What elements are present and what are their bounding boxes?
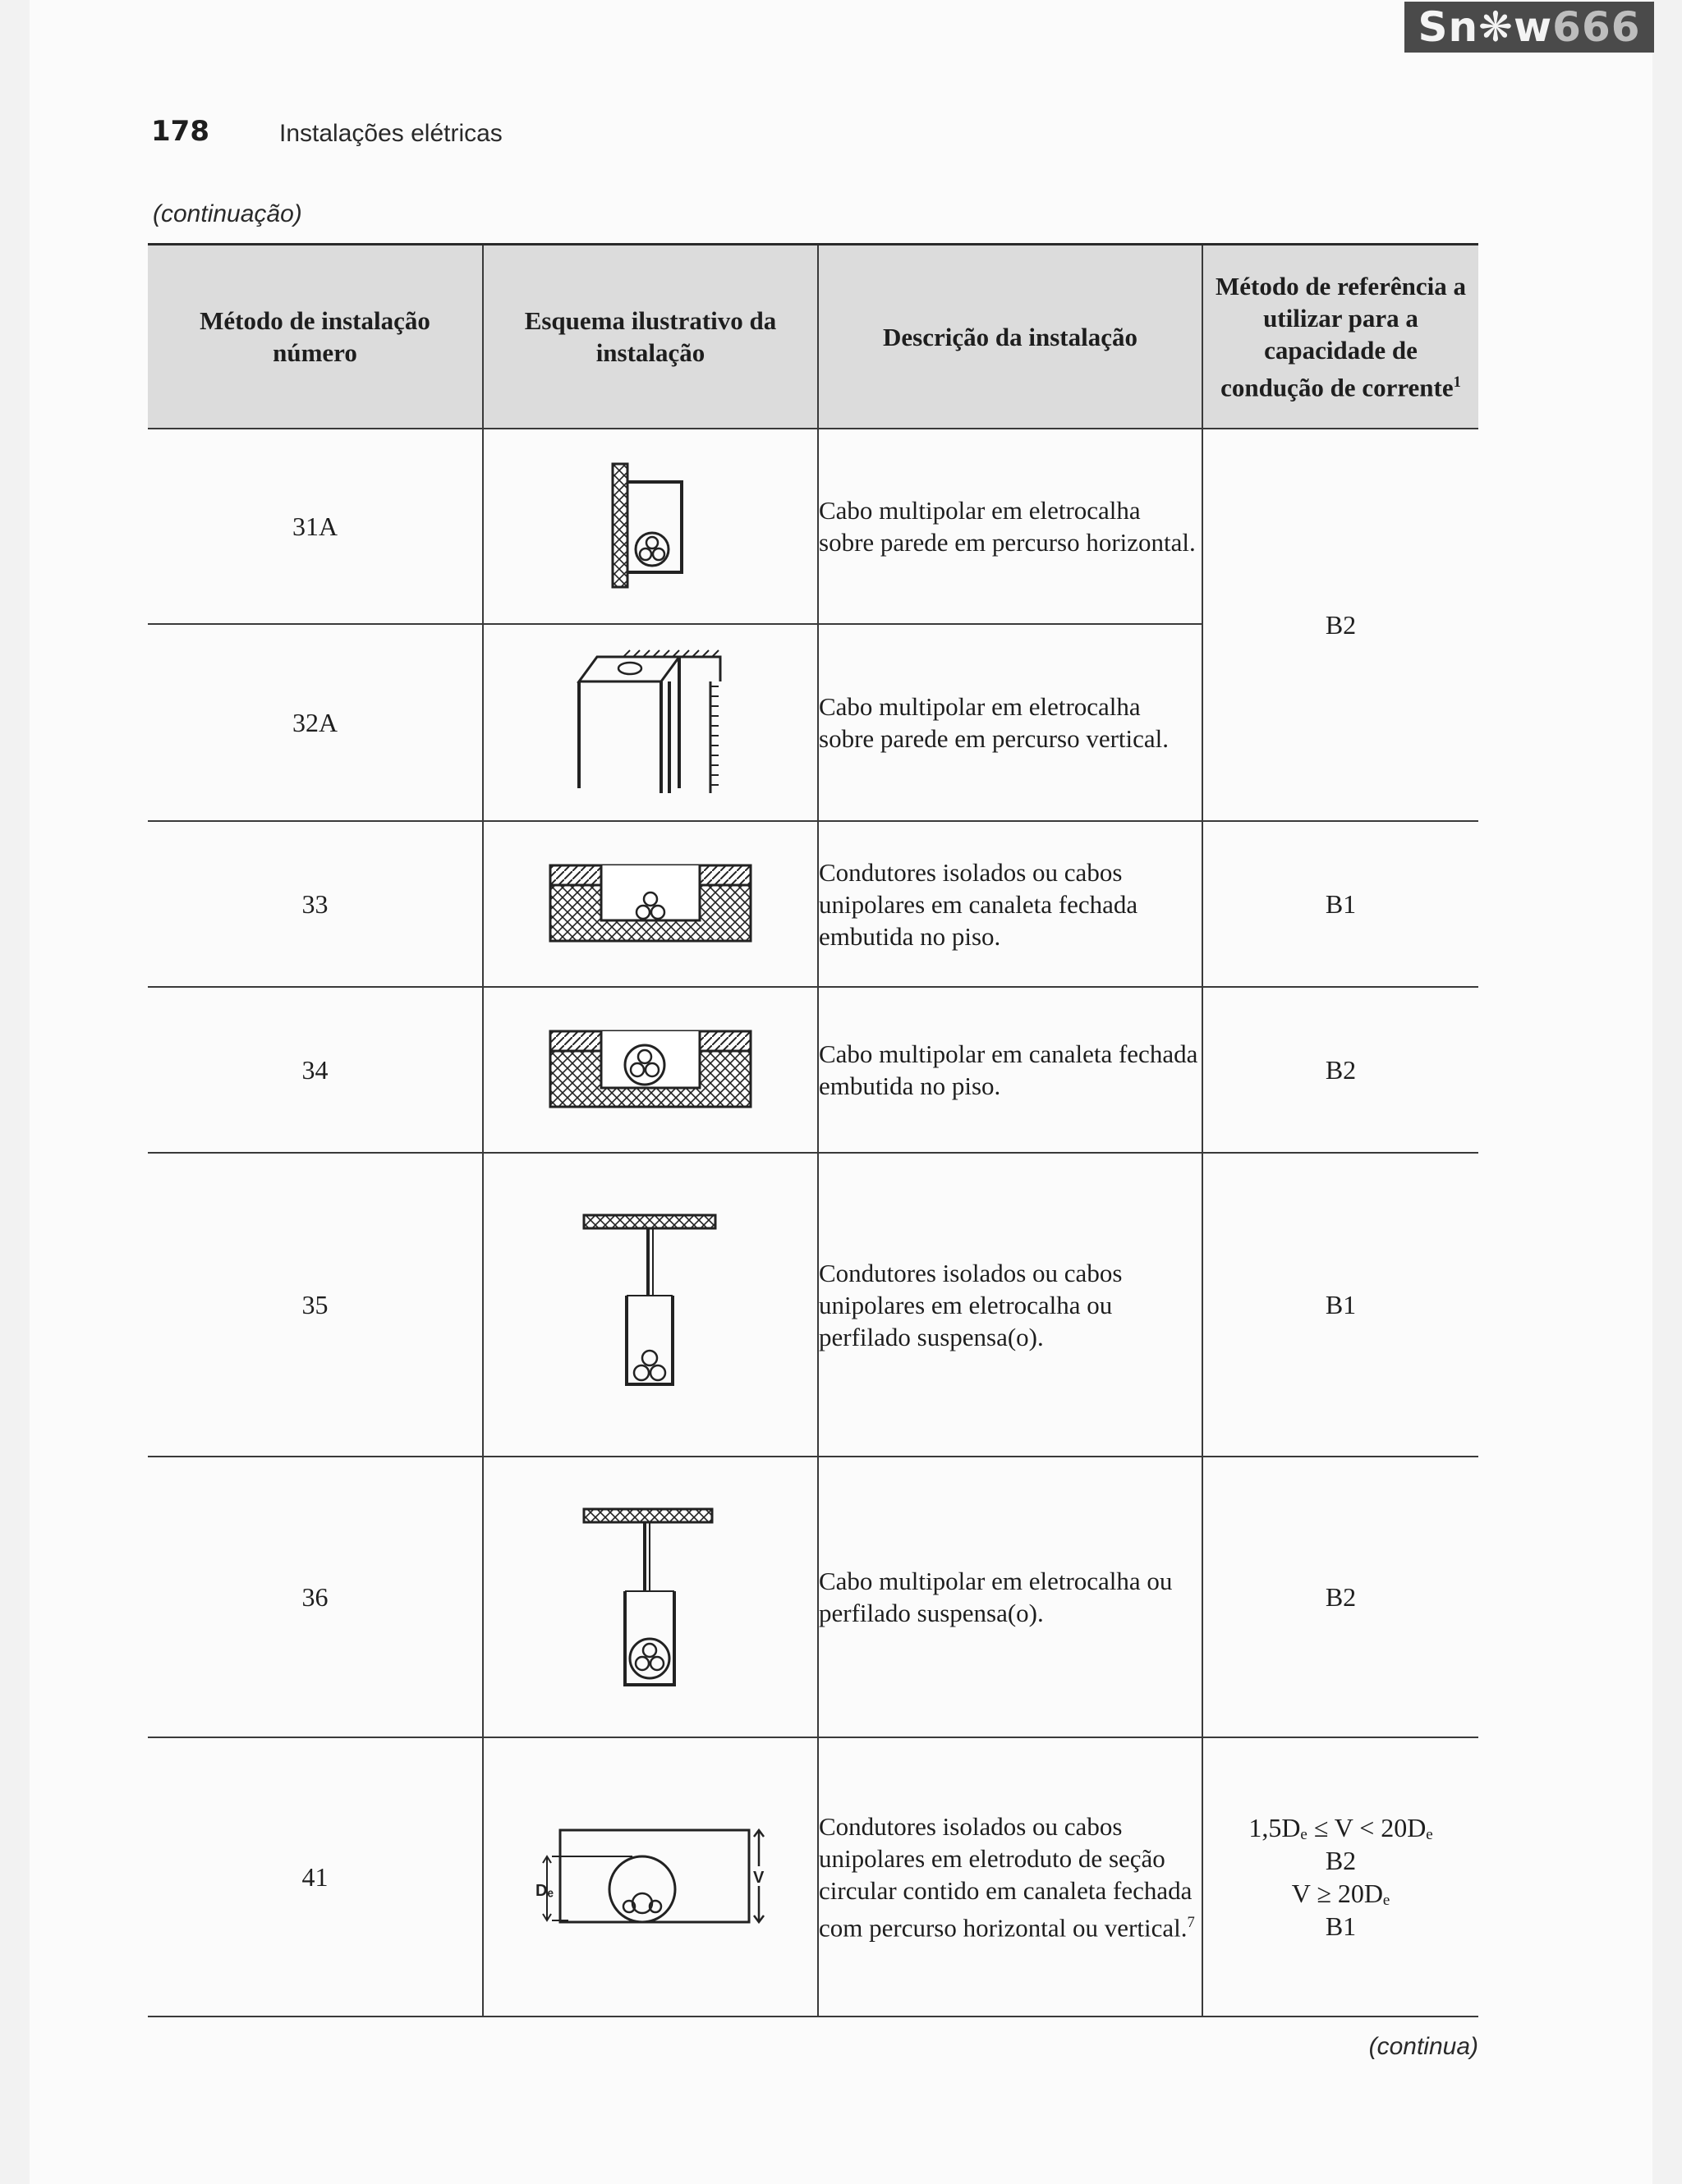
wall-tray-vertical-icon	[483, 624, 818, 821]
page-number: 178	[151, 115, 209, 148]
installation-description: Cabo multipolar em eletrocalha sobre parede em percurso vertical.	[818, 624, 1202, 821]
header-method: Método de instalação número	[148, 245, 483, 429]
floor-channel-conductors-icon	[483, 821, 818, 987]
table-row	[148, 1737, 1478, 2017]
header-scheme: Esquema ilustrativo da instalação	[483, 245, 818, 429]
height-label: V	[753, 1869, 765, 1887]
floor-channel-cable-icon	[483, 987, 818, 1153]
installation-description: Condutores isolados ou cabos unipolares em eletroduto de seção circular contido em canaleta fechada com percurso horizontal ou vertical.$^7$	[818, 1737, 1202, 2017]
conduit-in-channel-icon	[483, 1737, 818, 2017]
installation-description: Cabo multipolar em eletrocalha ou perfilado suspensa(o).	[818, 1457, 1202, 1737]
installation-description: Condutores isolados ou cabos unipolares em eletrocalha ou perfilado suspensa(o).	[818, 1153, 1202, 1457]
diameter-label: Dₑ	[535, 1882, 554, 1900]
reference-method: B1	[1202, 1153, 1478, 1457]
suspended-tray-cable-icon	[483, 1457, 818, 1737]
reference-method: B2	[1202, 987, 1478, 1153]
table-header-row	[148, 245, 1478, 429]
table-row	[148, 987, 1478, 1153]
installation-description: Condutores isolados ou cabos unipolares em canaleta fechada embutida no piso.	[818, 821, 1202, 987]
method-number: 32A	[148, 624, 483, 821]
running-title: Instalações elétricas	[279, 120, 503, 147]
method-number: 41	[148, 1737, 483, 2017]
continued-label: (continuação)	[153, 200, 302, 227]
table-row	[148, 429, 1478, 624]
method-number: 35	[148, 1153, 483, 1457]
reference-method: B2	[1202, 429, 1478, 821]
suspended-tray-conductors-icon	[483, 1153, 818, 1457]
installation-description: Cabo multipolar em eletrocalha sobre parede em percurso horizontal.	[818, 429, 1202, 624]
wall-tray-horizontal-icon	[483, 429, 818, 624]
continues-label: (continua)	[1368, 2033, 1478, 2060]
installation-methods-table	[148, 243, 1478, 2017]
installation-description: Cabo multipolar em canaleta fechada embutida no piso.	[818, 987, 1202, 1153]
table-row	[148, 1457, 1478, 1737]
header-reference: Método de referência a utilizar para a capacidade de condução de corrente$^1$	[1202, 245, 1478, 429]
reference-method: B1	[1202, 821, 1478, 987]
method-number: 34	[148, 987, 483, 1153]
method-number: 31A	[148, 429, 483, 624]
method-number: 36	[148, 1457, 483, 1737]
reference-method: B2	[1202, 1457, 1478, 1737]
table-row	[148, 821, 1478, 987]
header-description: Descrição da instalação	[818, 245, 1202, 429]
watermark-logo: Sn❋w666	[1404, 2, 1654, 53]
method-number: 33	[148, 821, 483, 987]
reference-method: 1,5Dₑ ≤ V < 20Dₑ B2 V ≥ 20Dₑ B1	[1202, 1737, 1478, 2017]
table-row	[148, 1153, 1478, 1457]
